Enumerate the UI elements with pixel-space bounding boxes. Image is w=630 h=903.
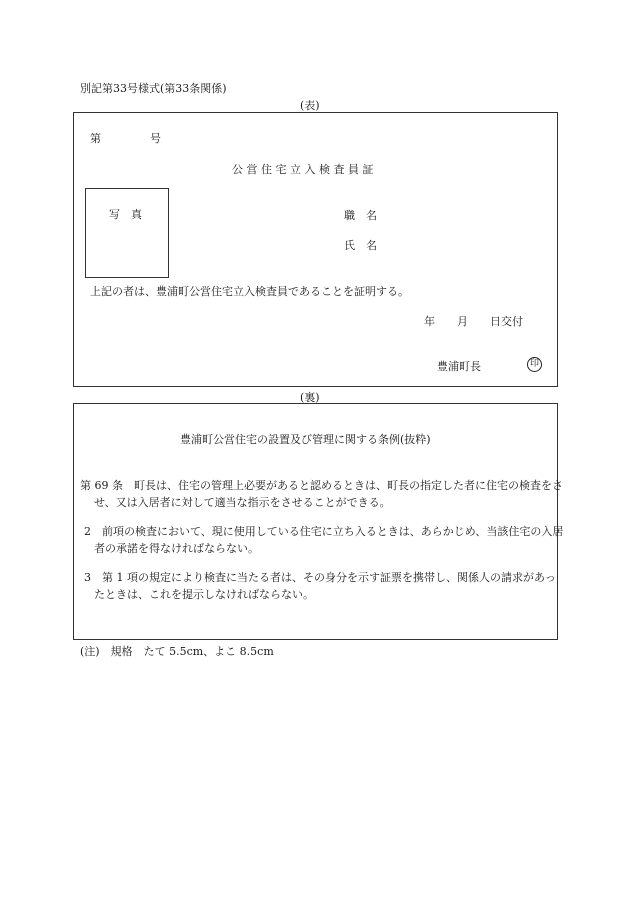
job-title-label: 職 名 — [344, 209, 377, 222]
photo-box — [85, 188, 169, 278]
issue-date-line: 年 月 日交付 — [424, 315, 523, 328]
number-prefix: 第 — [90, 132, 101, 145]
article-item-2: 2 前項の検査において、現に使用している住宅に立ち入るときは、あらかじめ、当該住宅の入居者の承諾を得なければならない。 — [84, 525, 564, 555]
ordinance-title: 豊浦町公営住宅の設置及び管理に関する条例(抜粋) — [180, 433, 431, 446]
number-suffix: 号 — [150, 132, 161, 145]
article-item-3: 3 第 1 項の規定により検査に当たる者は、その身分を示す証票を携帯し、関係人の請求があったときは、これを提示しなければならない。 — [84, 571, 556, 601]
size-note: (注) 規格 たて 5.5cm、よこ 8.5cm — [80, 645, 274, 658]
seal-stamp: 印 — [527, 357, 542, 372]
back-label: (裏) — [300, 391, 320, 404]
card-title: 公 営 住 宅 立 入 検 査 員 証 — [232, 163, 374, 176]
issuer-label: 豊浦町長 — [437, 360, 481, 373]
back-card — [73, 403, 564, 640]
article-69: 第 69 条 町長は、住宅の管理上必要があると認めるときは、町長の指定した者に住宅の検査をさせ、又は入居者に対して適当な指示をさせることができる。 — [80, 479, 563, 509]
front-label: (表) — [300, 99, 320, 112]
photo-label: 写 真 — [109, 208, 142, 221]
front-card — [73, 112, 558, 387]
name-label: 氏 名 — [344, 239, 377, 252]
certification-text: 上記の者は、豊浦町公営住宅立入検査員であることを証明する。 — [90, 285, 409, 298]
form-label: 別記第33号様式(第33条関係) — [80, 82, 227, 95]
